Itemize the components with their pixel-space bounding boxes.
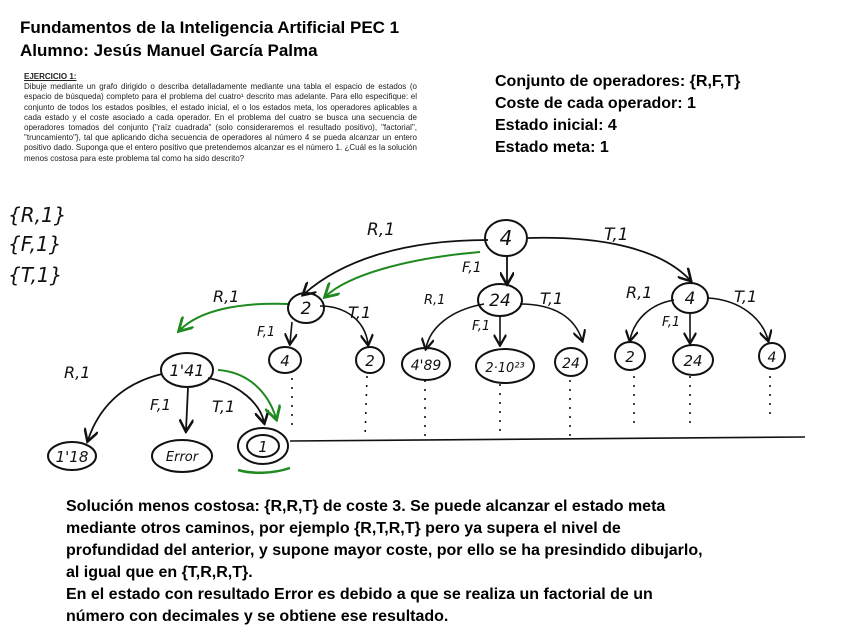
edge-rr-f [186,388,188,430]
margin-note-r: {R,1} [8,203,67,227]
node-rrt-goal [238,428,290,473]
node-rr [161,353,213,387]
operators-set: Conjunto de operadores: {R,F,T} [495,73,741,90]
node-root-label: 4 [499,226,513,250]
label-rr-f: F,1 [150,396,172,414]
node-rt-label: 2 [365,352,375,370]
label-t-f: F,1 [662,315,681,330]
node-rr-label: 1'41 [169,361,205,380]
node-tr [615,342,645,370]
node-tt [759,343,785,369]
node-rrr-label: 1'18 [55,448,89,466]
node-f-label: 24 [489,291,511,311]
node-tr-label: 2 [625,348,635,366]
label-t-r: R,1 [626,283,653,302]
exercise-title: EJERCICIO 1: [24,72,77,81]
solution-line-4: al igual que en {T,R,R,T}. [66,564,253,581]
node-rf-label: 4 [280,352,290,370]
node-t [672,283,708,313]
operator-cost: Coste de cada operador: 1 [495,95,696,112]
node-tt-label: 4 [767,350,777,366]
node-fr [402,348,450,380]
label-r-r: R,1 [213,287,240,306]
solution-line-6: número con decimales y se obtiene ese resultado. [66,608,449,625]
label-rr-t: T,1 [212,397,236,416]
node-rf [269,347,301,373]
label-t-t: T,1 [734,287,758,306]
edge-r-f [290,322,292,343]
label-f-r: R,1 [424,293,446,308]
edge-f-t [520,304,582,340]
node-root [485,220,527,256]
node-f [478,284,522,316]
solution-line-5: En el estado con resultado Error es debido a que se realiza un factorial de un [66,586,653,603]
continuation-dots [292,376,770,438]
node-ff [476,349,534,383]
label-r-f: F,1 [257,325,276,340]
node-tf-label: 24 [683,352,703,370]
label-root-f: F,1 [462,260,482,276]
node-r-label: 2 [300,299,312,319]
node-ft [555,348,587,376]
student-name: Alumno: Jesús Manuel García Palma [20,41,318,60]
edge-root-r [304,240,488,294]
label-f-f: F,1 [472,319,491,334]
margin-note-t: {T,1} [8,263,63,287]
initial-state: Estado inicial: 4 [495,117,617,134]
goal-state: Estado meta: 1 [495,139,609,156]
exercise-body: Dibuje mediante un grafo dirigido o describa detalladamente mediante una tabla el espacio de estados (o espacio de búsqueda) completo para el problema del cuatro¹ descrito mas adelante. Para ello especifique: el conjunto de todos los estados posibles, el estado inicial, el o los estados meta, los operadores aplicables a cada estado y el coste asociado a cada operador. En el problema del cuatro se busca una secuencia de operadores tomados del conjunto {"raíz cuadrada" (solo consideraremos el resultado positivo), "factorial", "truncamiento"}, tal que aplicando dicha secuencia de operadores al número 4 se pueda alcanzar un entero positivo dado. Suponga que el entero positivo que pretendemos alcanzar es el número 1. ¿Cuál es la solución menos costosa para este problema tal como ha sido descrito? [24,82,417,163]
solution-line-2: mediante otros caminos, por ejemplo {R,T,R,T} pero ya supera el nivel de [66,520,621,537]
node-rt [356,347,384,373]
label-f-t: T,1 [540,289,564,308]
node-tf [673,345,713,375]
label-root-r: R,1 [367,220,396,240]
depth-limit-line [290,437,805,441]
document-title: Fundamentos de la Inteligencia Artificial PEC 1 [20,18,400,37]
label-root-t: T,1 [604,225,629,245]
goal-underline [238,468,290,473]
label-rr-r: R,1 [64,363,91,382]
solution-text [66,496,826,628]
node-t-label: 4 [684,289,696,309]
edge-root-r-solution [326,252,480,296]
node-r [288,293,324,323]
node-fr-label: 4'89 [410,358,442,374]
node-rrr [48,442,96,470]
node-ff-label: 2·10²³ [485,361,525,376]
node-rrf [152,440,212,472]
node-rrf-label: Error [165,450,199,465]
label-r-t: T,1 [348,303,372,322]
node-ft-label: 24 [562,356,580,372]
node-rrt-label: 1 [258,438,268,456]
solution-line-3: profundidad del anterior, y supone mayor coste, por ello se ha presindido dibujarlo, [66,542,703,559]
margin-note-f: {F,1} [8,232,62,256]
solution-line-1: Solución menos costosa: {R,R,T} de coste 3. Se puede alcanzar el estado meta [66,498,666,515]
